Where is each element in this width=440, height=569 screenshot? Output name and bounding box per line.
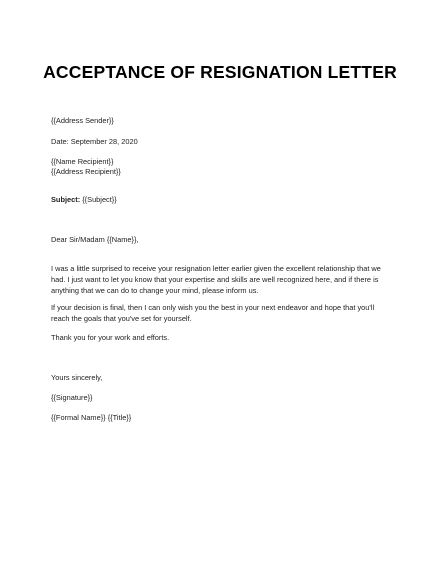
letter-date: Date: September 28, 2020 [51,137,138,146]
salutation: Dear Sir/Madam {{Name}}, [51,235,139,244]
address-recipient: {{Address Recipient}} [51,167,121,176]
signature: {{Signature}} [51,393,93,402]
paragraph-1 [51,263,391,296]
subject-label: Subject: [51,195,81,204]
name-recipient: {{Name Recipient}} [51,157,114,166]
subject-value: {{Subject}} [80,195,117,204]
paragraph-2-line: reach the goals that you've set for yourself. [51,314,192,323]
paragraph-1-line: had. I just want to let you know that your expertise and skills are well recognized here, and if there is [51,275,379,284]
letter-title: ACCEPTANCE OF RESIGNATION LETTER [43,62,397,82]
closing: Yours sincerely, [51,373,103,382]
paragraph-2 [51,302,391,324]
paragraph-1-line: anything that we can do to change your mind, please inform us. [51,286,259,295]
subject-line [51,194,117,205]
paragraph-1-line: I was a little surprised to receive your resignation letter earlier given the excellent relationship that we [51,264,381,273]
paragraph-3: Thank you for your work and efforts. [51,333,170,342]
formal-name-title: {{Formal Name}} {{Title}} [51,413,132,422]
address-sender: {{Address Sender}} [51,116,114,125]
paragraph-2-line: If your decision is final, then I can only wish you the best in your next endeavor and hope that you'll [51,303,375,312]
